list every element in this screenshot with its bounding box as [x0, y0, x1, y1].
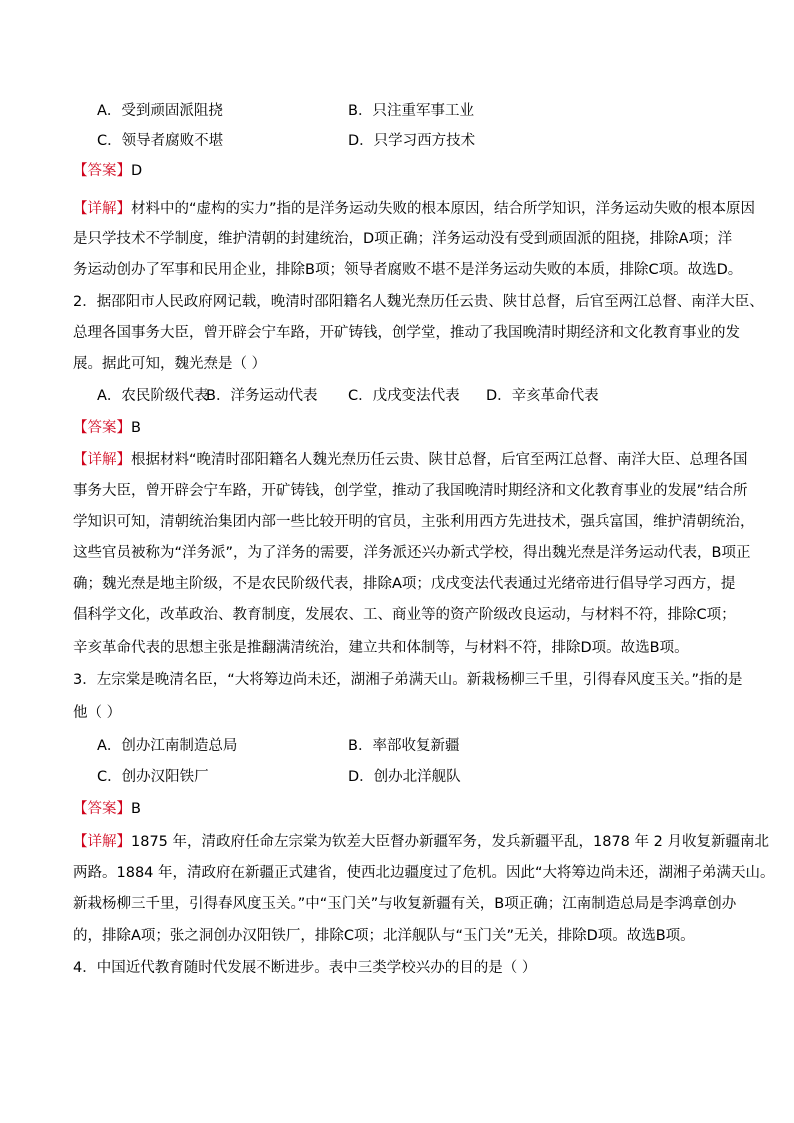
q2-option-b: B．洋务运动代表 — [206, 388, 318, 404]
q2-detail-line-7: 辛亥革命代表的思想主张是推翻满清统治，建立共和体制等，与材料不符，排除D项。故选B项。 — [73, 640, 689, 656]
q2-option-c: C．戊戌变法代表 — [348, 388, 460, 404]
q3-option-b: B．率部收复新疆 — [348, 738, 460, 754]
detail-tag: 【详解】 — [73, 834, 131, 850]
q3-detail-line-1: 【详解】1875 年，清政府任命左宗棠为钦差大臣督办新疆军务，发兵新疆平乱，1878 年 2 月收复新疆南北 — [73, 834, 769, 850]
q1-detail-line-3: 务运动创办了军事和民用企业，排除B项；领导者腐败不堪不是洋务运动失败的本质，排除C项。故选D。 — [73, 262, 743, 278]
answer-tag: 【答案】 — [73, 420, 131, 436]
q2-detail-line-1: 【详解】根据材料“晚清时邵阳籍名人魏光焘历任云贵、陕甘总督，后官至两江总督、南洋大臣、总理各国 — [73, 452, 748, 468]
q2-stem-line-2: 总理各国事务大臣，曾开辟会宁车路，开矿铸钱，创学堂，推动了我国晚清时期经济和文化教育事业的发 — [73, 325, 740, 341]
q2-detail-line-2: 事务大臣，曾开辟会宁车路，开矿铸钱，创学堂，推动了我国晚清时期经济和文化教育事业的发展”结合所 — [73, 483, 748, 499]
q2-detail-line-3: 学知识可知，清朝统治集团内部一些比较开明的官员，主张利用西方先进技术，强兵富国，维护清朝统治， — [73, 514, 755, 530]
q1-option-d: D．只学习西方技术 — [348, 133, 476, 149]
q2-answer — [73, 418, 141, 438]
q3-option-d: D．创办北洋舰队 — [348, 769, 461, 785]
q3-stem-line-2: 他（ ） — [73, 705, 122, 721]
answer-value: D — [131, 163, 143, 179]
q3-detail-line-2: 两路。1884 年，清政府在新疆正式建省，使西北边疆度过了危机。因此“大将筹边尚未还，湖湘子弟满天山。 — [73, 865, 775, 881]
q2-detail-line-5: 确；魏光焘是地主阶级，不是农民阶级代表，排除A项；戊戌变法代表通过光绪帝进行倡导学习西方，提 — [73, 576, 736, 592]
q1-option-c: C．领导者腐败不堪 — [97, 133, 224, 149]
q3-detail-line-4: 的，排除A项；张之洞创办汉阳铁厂，排除C项；北洋舰队与“玉门关”无关，排除D项。故选B项。 — [73, 928, 695, 944]
q3-option-a: A．创办江南制造总局 — [97, 738, 238, 754]
q2-detail-line-4: 这些官员被称为“洋务派”，为了洋务的需要，洋务派还兴办新式学校，得出魏光焘是洋务运动代表，B项正 — [73, 545, 751, 561]
q1-option-b: B．只注重军事工业 — [348, 103, 474, 119]
q2-stem-line-1: 2．据邵阳市人民政府网记载，晚清时邵阳籍名人魏光焘历任云贵、陕甘总督，后官至两江总督、南洋大臣、 — [73, 294, 764, 310]
q2-stem-line-3: 展。据此可知，魏光焘是（ ） — [73, 356, 267, 372]
q3-detail-line-3: 新栽杨柳三千里，引得春风度玉关。”中“玉门关”与收复新疆有关，B项正确；江南制造总局是李鸿章创办 — [73, 896, 737, 912]
q3-option-c: C．创办汉阳铁厂 — [97, 769, 209, 785]
q4-stem-line-1: 4．中国近代教育随时代发展不断进步。表中三类学校兴办的目的是（ ） — [73, 960, 537, 976]
q1-option-a: A．受到顽固派阻挠 — [97, 103, 223, 119]
q1-detail-line-1: 【详解】材料中的“虚构的实力”指的是洋务运动失败的根本原因，结合所学知识，洋务运动失败的根本原因 — [73, 201, 756, 217]
answer-value: B — [131, 801, 141, 817]
q1-detail-line-2: 是只学技术不学制度，维护清朝的封建统治，D项正确；洋务运动没有受到顽固派的阻挠，排除A项；洋 — [73, 231, 733, 247]
answer-value: B — [131, 420, 141, 436]
q2-detail-line-6: 倡科学文化，改革政治、教育制度，发展农、工、商业等的资产阶级改良运动，与材料不符，排除C项； — [73, 607, 736, 623]
detail-tag: 【详解】 — [73, 452, 131, 468]
q2-option-d: D．辛亥革命代表 — [486, 388, 599, 404]
q1-answer — [73, 161, 142, 181]
answer-tag: 【答案】 — [73, 163, 131, 179]
answer-tag: 【答案】 — [73, 801, 131, 817]
q3-stem-line-1: 3．左宗棠是晚清名臣，“大将筹边尚未还，湖湘子弟满天山。新栽杨柳三千里，引得春风度玉关。”指的是 — [73, 672, 743, 688]
q3-answer — [73, 799, 141, 819]
q2-option-a: A．农民阶级代表 — [97, 388, 209, 404]
detail-tag: 【详解】 — [73, 201, 131, 217]
